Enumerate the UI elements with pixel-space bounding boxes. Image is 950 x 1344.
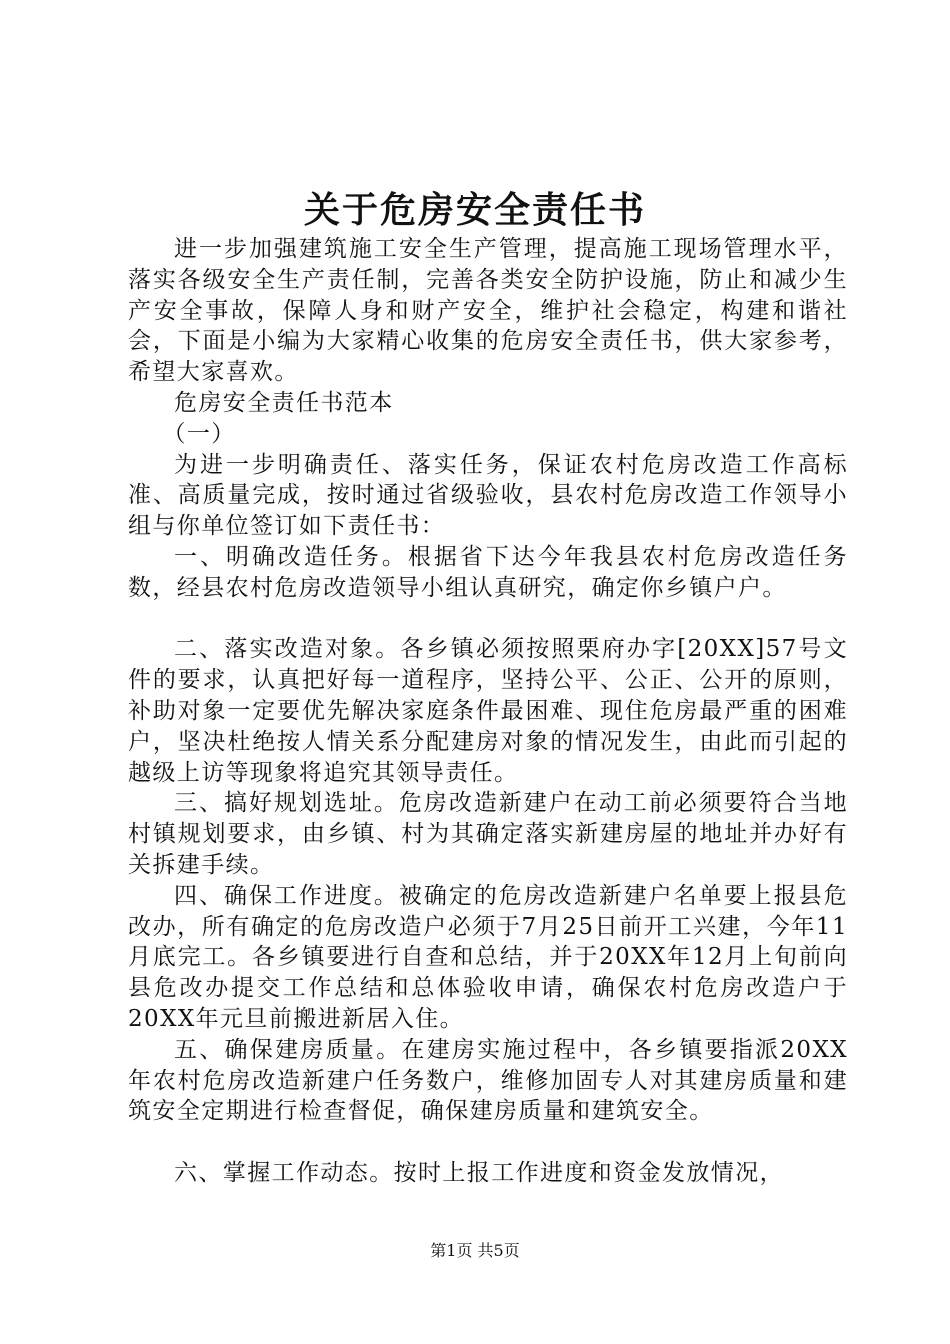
section-heading: 危房安全责任书范本 bbox=[174, 389, 394, 416]
clause-6-paragraph: 六、掌握工作动态。按时上报工作进度和资金发放情况， bbox=[174, 1159, 784, 1186]
preamble-paragraph: 为进一步明确责任、落实任务，保证农村危房改造工作高标准、高质量完成，按时通过省级验收，县农村危房改造工作领导小组与你单位签订如下责任书： bbox=[128, 451, 848, 540]
clause-1-paragraph: 一、明确改造任务。根据省下达今年我县农村危房改造任务数，经县农村危房改造领导小组认真研究，确定你乡镇户户。 bbox=[128, 543, 848, 601]
section-number: （一） bbox=[162, 420, 236, 447]
intro-paragraph: 进一步加强建筑施工安全生产管理，提高施工现场管理水平，落实各级安全生产责任制，完善各类安全防护设施，防止和减少生产安全事故，保障人身和财产安全，维护社会稳定，构建和谐社会，下面是小编为大家精心收集的危房安全责任书，供大家参考，希望大家喜欢。 bbox=[128, 236, 848, 386]
clause-4-paragraph: 四、确保工作进度。被确定的危房改造新建户名单要上报县危改办，所有确定的危房改造户必须于7月25日前开工兴建，今年11月底完工。各乡镇要进行自查和总结，并于20XX年12月上旬前向县危改办提交工作总结和总体验收申请，确保农村危房改造户于20XX年元旦前搬进新居入住。 bbox=[128, 882, 848, 1032]
clause-5-paragraph: 五、确保建房质量。在建房实施过程中，各乡镇要指派20XX年农村危房改造新建户任务数户，维修加固专人对其建房质量和建筑安全定期进行检查督促，确保建房质量和建筑安全。 bbox=[128, 1036, 848, 1125]
document-title: 关于危房安全责任书 bbox=[303, 189, 646, 231]
document-body bbox=[128, 234, 848, 1189]
clause-3-paragraph: 三、搞好规划选址。危房改造新建户在动工前必须要符合当地村镇规划要求，由乡镇、村为其确定落实新建房屋的地址并办好有关拆建手续。 bbox=[128, 790, 848, 878]
page-footer: 第1页 共5页 bbox=[430, 1241, 520, 1260]
clause-2-paragraph: 二、落实改造对象。各乡镇必须按照栗府办字[20XX]57号文件的要求，认真把好每一道程序，坚持公平、公正、公开的原则，补助对象一定要优先解决家庭条件最困难、现住危房最严重的困难户，坚决杜绝按人情关系分配建房对象的情况发生，由此而引起的越级上访等现象将追究其领导责任。 bbox=[128, 636, 848, 786]
